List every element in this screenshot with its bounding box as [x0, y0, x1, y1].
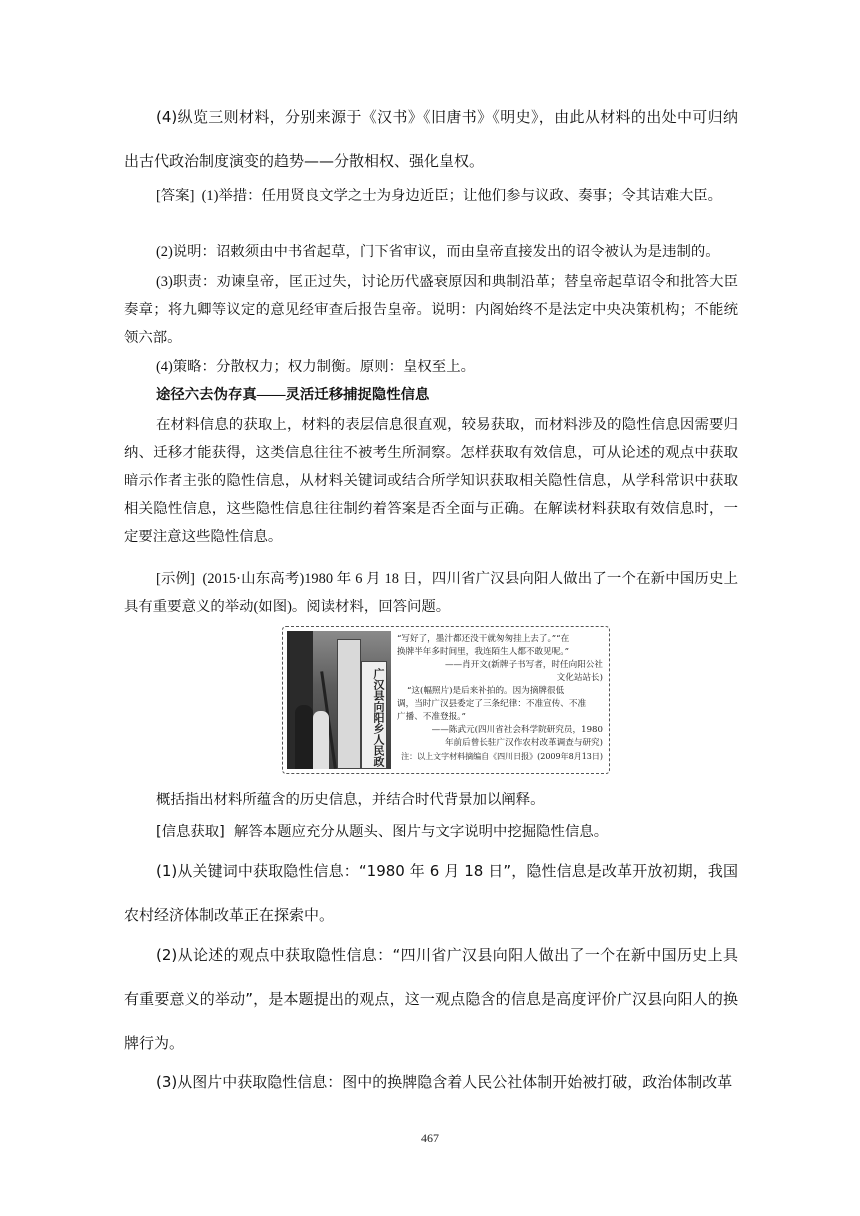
figure-box	[282, 626, 610, 774]
example-paragraph	[124, 565, 738, 621]
info-intro	[124, 818, 738, 846]
quote-line: “写好了，墨汁都还没干就匆匆挂上去了。”“在	[397, 634, 570, 644]
quote-line: 年前后曾长驻广汉作农村改革调查与研究)	[444, 738, 603, 748]
quote-line: 广播、不准登报。”	[397, 712, 466, 722]
answer-label: [答案]	[156, 188, 195, 204]
info-text: 解答本题应充分从题头、图片与文字说明中挖掘隐性信息。	[233, 824, 609, 840]
quote-line: 换牌半年多时间里，我连陌生人都不敢见呢。”	[397, 647, 569, 657]
info-2: (2)从论述的观点中获取隐性信息：“四川省广汉县向阳人做出了一个在新中国历史上具有重要意义的举动”，是本题提出的观点，这一观点隐含的信息是高度评价广汉县向阳人的换牌行为。	[124, 946, 738, 1052]
answer-1-text: (1)举措：任用贤良文学之士为身边近臣；让他们参与议政、奏事；令其诘难大臣。	[201, 188, 723, 204]
quote-line: 调，当时广汉县委定了三条纪律：不准宣传、不准	[397, 699, 587, 709]
quote-line: 文化站站长)	[556, 673, 603, 683]
figure-quote	[397, 633, 603, 763]
answer-2: (2)说明：诏敕须由中书省起草，门下省审议，而由皇帝直接发出的诏令被认为是违制的。	[156, 244, 720, 260]
page-number: 467	[421, 1131, 439, 1145]
quote-line: “这(幅照片)是后来补拍的。因为摘牌很低	[407, 686, 565, 696]
intro-paragraph: 在材料信息的获取上，材料的表层信息很直观，较易获取，而材料涉及的隐性信息因需要归纳、迁移才能获得，这类信息往往不被考生所洞察。怎样获取有效信息，可从论述的观点中获取暗示作者主张的隐性信息，从材料关键词或结合所学知识获取相关隐性信息，从学科常识中获取相关隐性信息，这些隐性信息往往制约着答案是否全面与正确。在解读材料获取有效信息时，一定要注意这些隐性信息。	[124, 417, 738, 545]
section-heading: 途径六去伪存真——灵活迁移捕捉隐性信息	[156, 387, 430, 403]
answer-3: (3)职责：劝谏皇帝，匡正过失，讨论历代盛衰原因和典制沿革；替皇帝起草诏令和批答大臣奏章；将九卿等议定的意见经审查后报告皇帝。说明：内阁始终不是法定中央决策机构；不能统领六部。	[124, 274, 738, 346]
info-label: [信息获取]	[156, 824, 225, 840]
answer-1	[124, 182, 738, 210]
info-3: (3)从图片中获取隐性信息：图中的换牌隐含着人民公社体制开始被打破，政治体制改革	[156, 1073, 733, 1091]
quote-source-note: 注：以上文字材料摘编自《四川日报》(2009年8月13日)	[401, 752, 603, 761]
info-1: (1)从关键词中获取隐性信息：“1980 年 6 月 18 日”，隐性信息是改革开放初期，我国农村经济体制改革正在探索中。	[124, 862, 738, 924]
quote-line: ——肖开文(新牌子书写者，时任向阳公社	[444, 660, 603, 670]
example-text: (2015·山东高考)1980 年 6 月 18 日，四川省广汉县向阳人做出了一个在新中国历史上具有重要意义的举动(如图)。阅读材料，回答问题。	[124, 571, 738, 615]
signboard-photo	[287, 631, 391, 769]
question-4-summary: (4)纵览三则材料，分别来源于《汉书》《旧唐书》《明史》，由此从材料的出处中可归纳出古代政治制度演变的趋势——分散相权、强化皇权。	[124, 108, 738, 170]
example-label: [示例]	[156, 571, 195, 587]
answer-4: (4)策略：分散权力；权力制衡。原则：皇权至上。	[156, 359, 475, 375]
sign-text: 广汉县向阳乡人民政	[361, 661, 387, 769]
question-text: 概括指出材料所蕴含的历史信息，并结合时代背景加以阐释。	[156, 792, 545, 808]
quote-line: ——陈武元(四川省社会科学院研究员，1980	[431, 725, 603, 735]
